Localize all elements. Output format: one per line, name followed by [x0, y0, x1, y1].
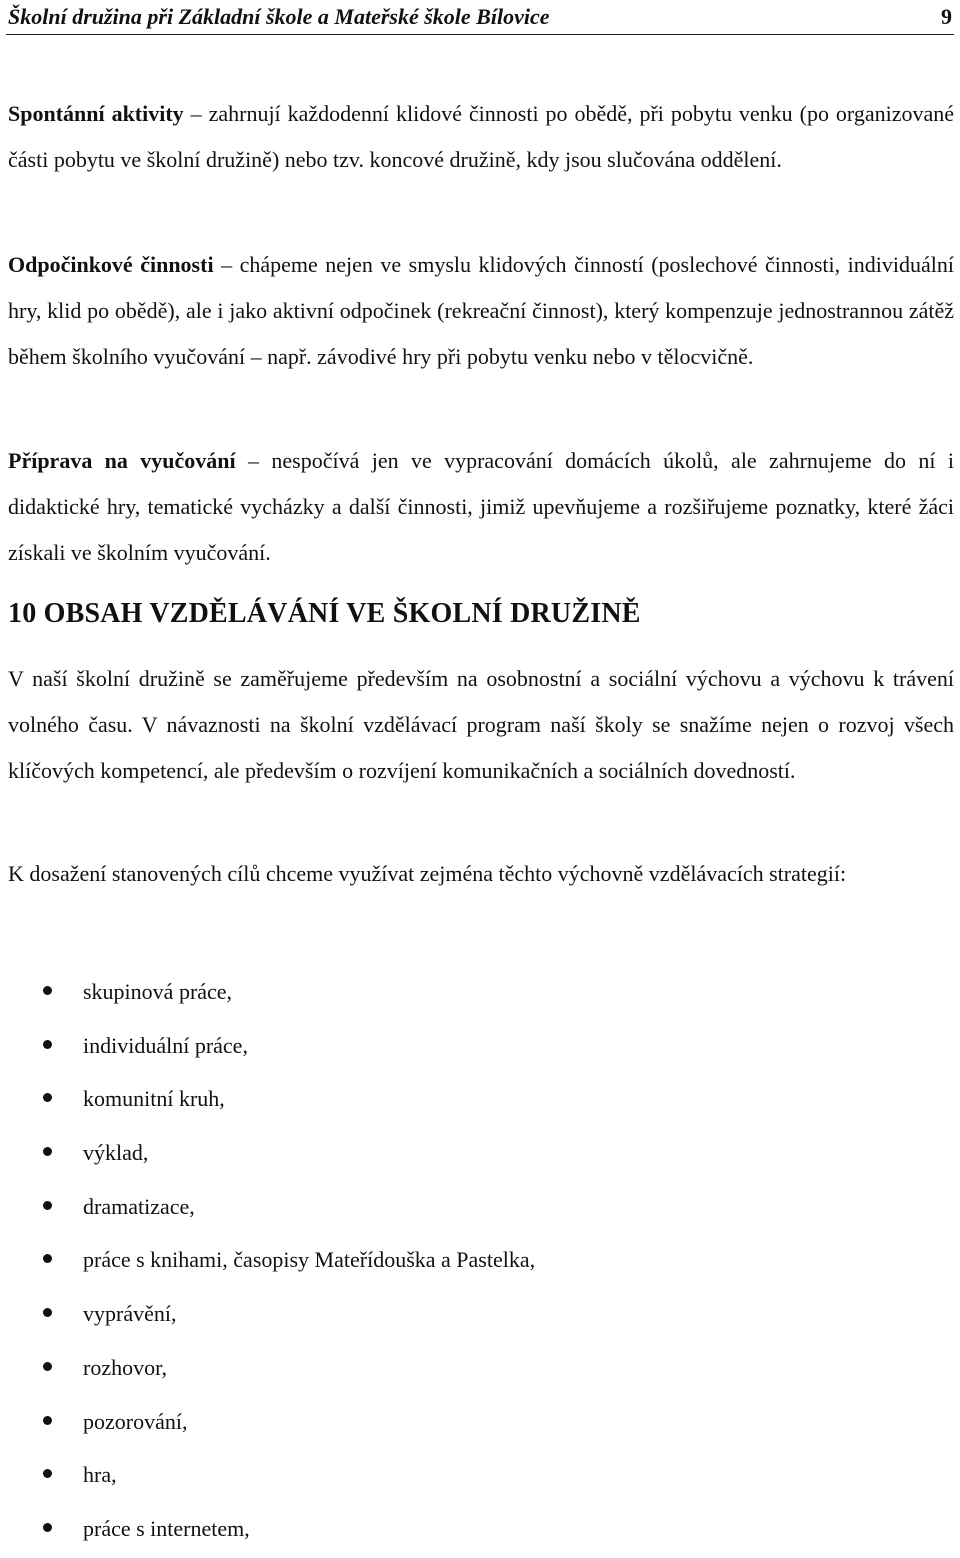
- text-spontaneous-activities: – zahrnují každodenní klidové činnosti po obědě, při pobytu venku (po organizované části pobytu ve školní družině) nebo tzv. koncové družině, kdy jsou slučována oddělení.: [8, 101, 954, 172]
- bullet-icon: [43, 1523, 52, 1532]
- list-item: [0, 1021, 535, 1075]
- text-rest-activities: – chápeme nejen ve smyslu klidových činností (poslechové činnosti, individuální hry, klid po obědě), ale i jako aktivní odpočinek (rekreační činnost), který kompenzuje jednostrannou zátěž během školního vyučování – např. závodivé hry při pobytu venku nebo v tělocvičně.: [8, 252, 954, 369]
- list-item: [0, 1182, 535, 1236]
- bullet-icon: [43, 1254, 52, 1263]
- header-title: Školní družina při Základní škole a Mateřské škole Bílovice: [8, 4, 550, 29]
- bullet-icon: [43, 1093, 52, 1102]
- list-item: [0, 1074, 535, 1128]
- term-spontaneous-activities: Spontánní aktivity: [8, 101, 184, 126]
- list-item: [0, 1289, 535, 1343]
- term-lesson-preparation: Příprava na vyučování: [8, 448, 236, 473]
- list-item-text: individuální práce,: [83, 1032, 248, 1058]
- paragraph-lesson-preparation: [8, 438, 954, 576]
- list-item-text: vyprávění,: [83, 1301, 177, 1327]
- text-lesson-preparation: – nespočívá jen ve vypracování domácích úkolů, ale zahrnujeme do ní i didaktické hry, tematické vycházky a další činnosti, jimiž upevňujeme a rozšiřujeme poznatky, které žáci získali ve školním vyučování.: [8, 448, 954, 565]
- list-item-text: práce s knihami, časopisy Mateřídouška a Pastelka,: [83, 1247, 536, 1273]
- section-heading: 10 OBSAH VZDĚLÁVÁNÍ VE ŠKOLNÍ DRUŽINĚ: [8, 598, 641, 629]
- paragraph-rest-activities: [8, 242, 954, 380]
- paragraph-spontaneous-activities: [8, 91, 954, 183]
- paragraph-strategies-intro: K dosažení stanovených cílů chceme využívat zejména těchto výchovně vzdělávacích strategií:: [8, 861, 847, 886]
- list-item-text: dramatizace,: [83, 1193, 195, 1219]
- list-item-text: hra,: [83, 1462, 117, 1488]
- bullet-icon: [43, 986, 52, 995]
- bullet-icon: [43, 1469, 52, 1478]
- bullet-icon: [43, 1147, 52, 1156]
- bullet-icon: [43, 1308, 52, 1317]
- list-item-text: rozhovor,: [83, 1354, 168, 1380]
- strategy-list: [0, 967, 535, 1558]
- list-item: [0, 1343, 535, 1397]
- list-item-text: pozorování,: [83, 1408, 188, 1434]
- list-item-text: práce s internetem,: [83, 1515, 250, 1541]
- list-item: [0, 1128, 535, 1182]
- term-rest-activities: Odpočinkové činnosti: [8, 252, 214, 277]
- bullet-icon: [43, 1040, 52, 1049]
- list-item: [0, 1397, 535, 1451]
- list-item-text: výklad,: [83, 1140, 149, 1166]
- bullet-icon: [43, 1362, 52, 1371]
- list-item: [0, 1235, 535, 1289]
- bullet-icon: [43, 1201, 52, 1210]
- page-number: 9: [941, 4, 952, 29]
- list-item-text: komunitní kruh,: [83, 1086, 225, 1112]
- list-item-text: skupinová práce,: [83, 979, 233, 1004]
- list-item: [0, 967, 535, 1021]
- page-header: [6, 0, 954, 35]
- list-item: [0, 1450, 535, 1504]
- list-item: [0, 1504, 535, 1558]
- bullet-icon: [43, 1416, 52, 1425]
- paragraph-content-intro: V naší školní družině se zaměřujeme především na osobnostní a sociální výchovu a výchovu k trávení volného času. V návaznosti na školní vzdělávací program naší školy se snažíme nejen o rozvoj všech klíčových kompetencí, ale především o rozvíjení komunikačních a sociálních dovedností.: [8, 666, 954, 783]
